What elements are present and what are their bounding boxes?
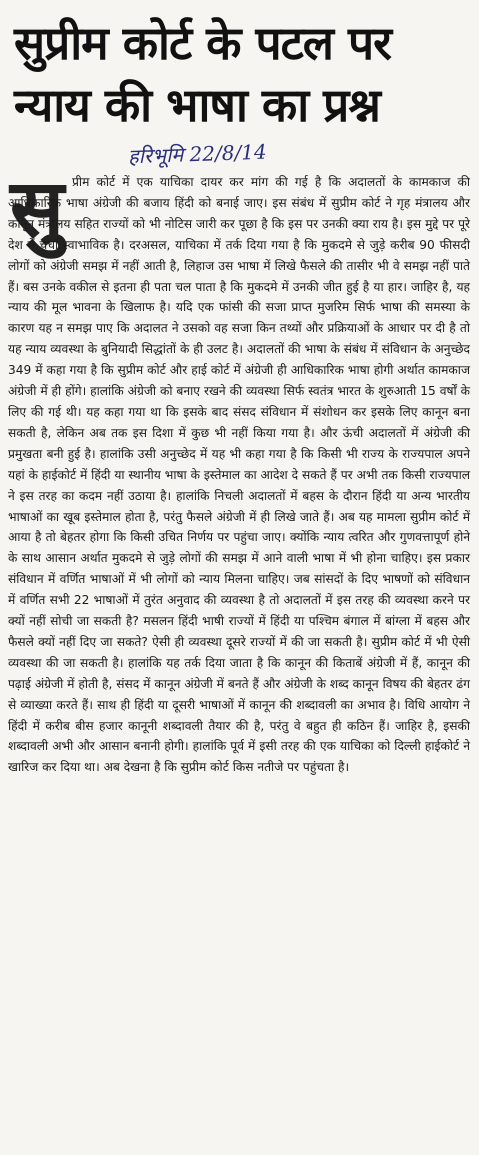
handwritten-date-note: हरिभूमि 22/8/14 [127,139,268,169]
article-body [8,172,470,778]
headline-line-2: न्याय की भाषा का प्रश्न [14,78,380,132]
drop-cap: सु [10,162,65,255]
headline-line-1: सुप्रीम कोर्ट के पटल पर [14,16,391,70]
article-paragraph: प्रीम कोर्ट में एक याचिका दायर कर मांग की गई है कि अदालतों के कामकाज की आधिकारिक भाषा अंग्रेजी की बजाय हिंदी को बनाई जाए। इस संबंध में सुप्रीम कोर्ट ने गृह मंत्रालय और कानून मंत्रालय सहित राज्यों को भी नोटिस जारी कर पूछा है कि इस पर उनकी क्या राय है। इस मुद्दे पर पूरे देश में चर्चा स्वाभाविक है। दरअसल, याचिका में तर्क दिया गया है कि मुकदमे से जुड़े करीब 90 फीसदी लोगों को अंग्रेजी समझ में नहीं आती है, लिहाज उस भाषा में लिखे फैसले की तासीर भी वे समझ नहीं पाते हैं। बस उनके वकील से इतना ही पता चल पाता है कि मुकदमे में उनकी जीत हुई है या हार। जाहिर है, यह न्याय की मूल भावना के खिलाफ है। यदि एक फांसी की सजा प्राप्त मुजरिम सिर्फ भाषा की समस्या के कारण यह न समझ पाए कि अदालत ने उसको वह सजा किन तथ्यों और प्रक्रियाओं के आधार पर दी है तो यह न्याय व्यवस्था के बुनियादी सिद्धांतों के ही उलट है। अदालतों की भाषा के संबंध में संविधान के अनुच्छेद 349 में कहा गया है कि सुप्रीम कोर्ट और हाई कोर्ट में अंग्रेजी ही आधिकारिक भाषा होगी अर्थात कामकाज अंग्रेजी में ही होंगे। हालांकि अंग्रेजी को बनाए रखने की व्यवस्था सिर्फ स्वतंत्र भारत के शुरुआती 15 वर्षों के लिए की गई थी। यह कहा गया था कि इसके बाद संसद संविधान में संशोधन कर इसके लिए कानून बना सकती है, लेकिन अब तक इस दिशा में कुछ भी नहीं किया गया है। और ऊंची अदालतों में अंग्रेजी की प्रमुखता बनी हुई है। हालांकि उसी अनुच्छेद में यह भी कहा गया है कि किसी भी राज्य के राज्यपाल अपने यहां के हाईकोर्ट में हिंदी या स्थानीय भाषा के इस्तेमाल का आदेश दे सकते हैं पर अभी तक किसी राज्यपाल ने इस तरह का कदम नहीं उठाया है। हालांकि निचली अदालतों में बहस के दौरान हिंदी या अन्य भारतीय भाषाओं का खूब इस्तेमाल होता है, परंतु फैसले अंग्रेजी में ही लिखे जाते हैं। अब यह मामला सुप्रीम कोर्ट में आया है तो बेहतर होगा कि किसी उचित निर्णय पर पहुंचा जाए। क्योंकि न्याय त्वरित और गुणवत्तापूर्ण होने के साथ आसान अर्थात मुकदमे से जुड़े लोगों की समझ में आने वाली भाषा में भी होना चाहिए। इस प्रकार संविधान में वर्णित भाषाओं में भी लोगों को न्याय मिलना चाहिए। जब सांसदों के दिए भाषणों को संविधान में वर्णित सभी 22 भाषाओं में तुरंत अनुवाद की व्यवस्था है तो अदालतों में इस तरह की व्यवस्था करने पर क्यों नहीं सोची जा सकती है? मसलन हिंदी भाषी राज्यों में हिंदी या पश्चिम बंगाल में बांग्ला में बहस और फैसले क्यों नहीं दिए जा सकते? ऐसी ही व्यवस्था दूसरे राज्यों में की जा सकती है। सुप्रीम कोर्ट में भी ऐसी व्यवस्था की जा सकती है। हालांकि यह तर्क दिया जाता है कि कानून की किताबें अंग्रेजी में हैं, कानून की पढ़ाई अंग्रेजी में होती है, संसद में कानून अंग्रेजी में बनते हैं और अंग्रेजी के शब्द कानून विषय की बेहतर ढंग से व्याख्या करते हैं। साथ ही हिंदी या दूसरी भाषाओं में कानून की शब्दावली का अभाव है। विधि आयोग ने हिंदी में करीब बीस हजार कानूनी शब्दावली तैयार की है, परंतु वे बहुत ही कठिन हैं। जाहिर है, इसकी शब्दावली अभी और आसान बनानी होगी। हालांकि पूर्व में इसी तरह की एक याचिका को दिल्ली हाईकोर्ट ने खारिज कर दिया था। अब देखना है कि सुप्रीम कोर्ट किस नतीजे पर पहुंचता है। [8,175,470,775]
